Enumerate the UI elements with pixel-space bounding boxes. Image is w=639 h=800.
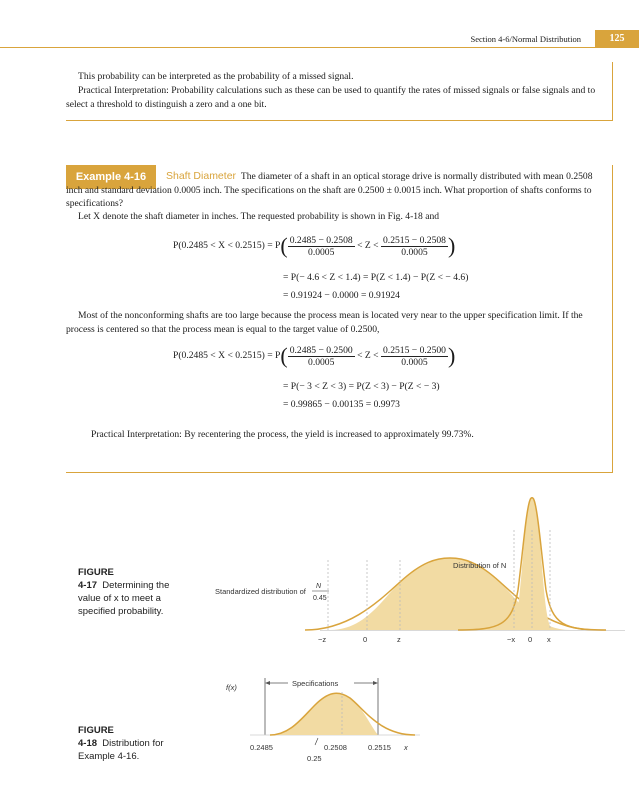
example-intro-text: The diameter of a shaft in an optical storage drive is normally distributed with mean 0.2508 inch and standard deviation 0.0005 inch. The specifications on the shaft are 0.2500 ± 0.0015 inch. What proportion of shafts conforms to specifications? xyxy=(66,171,593,209)
fig418-ylabel: f(x) xyxy=(226,683,237,692)
example-title: Shaft Diameter xyxy=(166,170,237,182)
header-rule xyxy=(0,47,639,48)
mid-text: Most of the nonconforming shafts are too large because the process mean is located very near to the upper specification limit. If the process is centered so that the process mean is equal to the target value of 0.2500, xyxy=(66,310,583,335)
fig417-tick-z: z xyxy=(397,635,401,644)
equation-2: P(0.2485 < X < 0.2515) = P( $\frac{0.2485 - 0.2500}{0.0005}$ < Z < $\frac{0.2515 - 0.2500}{0.0005}$ ) xyxy=(173,343,456,368)
fig417-tick-neg-x: −x xyxy=(507,635,516,644)
eq2-line-3: = 0.99865 − 0.00135 = 0.9973 xyxy=(283,399,400,410)
fig417-frac-n: N xyxy=(316,583,322,590)
fig418-spec-arrowhead-left xyxy=(265,681,270,685)
equation-1: P(0.2485 < X < 0.2515) = P( $\frac{0.2485 - 0.2508}{0.0005}$ < Z < $\frac{0.2515 - 0.2508}{0.0005}$ ) xyxy=(173,233,456,258)
figure-4-18-plot xyxy=(220,670,440,770)
figure-4-17-caption xyxy=(78,566,188,618)
practical-interpretation: Practical Interpretation: By recentering the process, the yield is increased to approximately 99.73%. xyxy=(91,429,474,440)
section-title: Section 4-6/Normal Distribution xyxy=(470,34,581,44)
fig417-caption-text: Determining the value of x to meet a specified probability. xyxy=(78,580,170,617)
fig417-tick-neg-z: −z xyxy=(318,635,327,644)
example-label: Example 4-16 xyxy=(66,165,156,189)
eq1-lhs: P(0.2485 < X < 0.2515) = P xyxy=(173,240,281,252)
eq2-mid: < Z < xyxy=(357,350,379,362)
fig417-frac-d: 0.45 xyxy=(313,595,327,602)
fig418-label: FIGURE xyxy=(78,725,114,736)
fig417-tick-x: x xyxy=(547,635,551,644)
fig417-dist-label: Distribution of N xyxy=(453,561,507,570)
eq1-mid: < Z < xyxy=(357,240,379,252)
let-text: Let X denote the shaft diameter in inches. The requested probability is shown in Fig. 4-18 and xyxy=(78,211,440,222)
fig418-fill xyxy=(270,693,378,735)
fig417-std-label: Standardized distribution of xyxy=(215,587,306,596)
eq1-frac-1: $\frac{0.2485 - 0.2508}{0.0005}$ xyxy=(289,234,353,258)
box1-paragraph-2: Practical Interpretation: Probability calculations such as these can be used to quantify the rates of missed signals or false signals and to select a threshold to distinguish a zero and a one bit. xyxy=(66,85,596,110)
fig418-caption-text: Distribution for Example 4-16. xyxy=(78,738,164,762)
fig418-xlabel: x xyxy=(404,743,408,752)
example-intro xyxy=(66,170,602,211)
fig418-tick-0-2485: 0.2485 xyxy=(250,743,273,752)
fig418-tick-0-2508: 0.2508 xyxy=(324,743,347,752)
eq2-line-2: = P(− 3 < Z < 3) = P(Z < 3) − P(Z < − 3) xyxy=(283,381,440,392)
fig418-number: 4-18 xyxy=(78,738,98,749)
eq2-frac-2: $\frac{0.2515 - 0.2500}{0.0005}$ xyxy=(383,344,446,368)
fig417-label: FIGURE xyxy=(78,567,114,578)
fig418-target-pointer xyxy=(315,738,318,745)
page-number: 125 xyxy=(595,30,639,47)
box1-paragraph-1: This probability can be interpreted as the probability of a missed signal. xyxy=(78,71,354,82)
fig417-tick-0-right: 0 xyxy=(528,635,533,644)
fig418-spec-arrowhead-right xyxy=(373,681,378,685)
figure-4-17-plots xyxy=(200,490,630,650)
fig418-spec-label: Specifications xyxy=(292,679,339,688)
eq2-frac-1: $\frac{0.2485 - 0.2500}{0.0005}$ xyxy=(289,344,353,368)
fig418-target: 0.25 xyxy=(307,754,322,763)
eq1-line-2: = P(− 4.6 < Z < 1.4) = P(Z < 1.4) − P(Z < − 4.6) xyxy=(283,272,469,283)
figure-4-18-caption xyxy=(78,724,188,763)
eq1-line-3: = 0.91924 − 0.0000 = 0.91924 xyxy=(283,290,400,301)
eq2-lhs: P(0.2485 < X < 0.2515) = P xyxy=(173,350,281,362)
continuation-box xyxy=(66,62,613,121)
fig418-tick-0-2515: 0.2515 xyxy=(368,743,391,752)
fig417-number: 4-17 xyxy=(78,580,98,591)
eq1-frac-2: $\frac{0.2515 - 0.2508}{0.0005}$ xyxy=(383,234,446,258)
fig417-tick-0: 0 xyxy=(363,635,368,644)
